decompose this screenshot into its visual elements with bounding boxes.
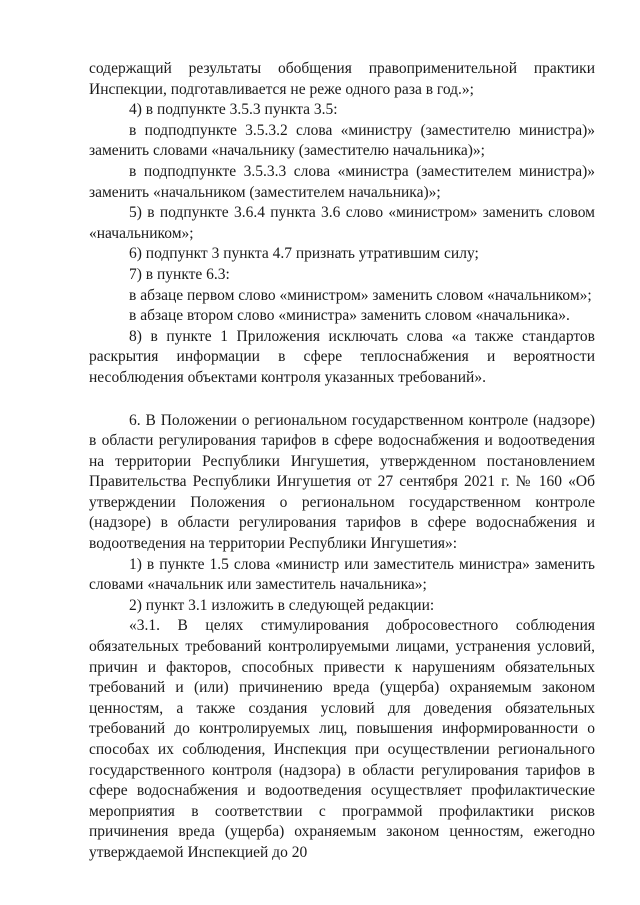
paragraph: 4) в подпункте 3.5.3 пункта 3.5: (129, 101, 338, 119)
paragraph: 2) пункт 3.1 изложить в следующей редакции: (129, 596, 435, 614)
paragraph: в подподпункте 3.5.3.2 слова «министру (заместителю министра)» заменить словами «начальнику (заместителю начальника)»; (89, 121, 595, 160)
paragraph: в абзаце первом слово «министром» заменить словом «начальником»; (129, 286, 592, 304)
paragraph: 7) в пункте 6.3: (129, 265, 230, 283)
paragraph: 6. В Положении о региональном государственном контроле (надзоре) в области регулирования тарифов в сфере водоснабжения и водоотведения на территории Республики Ингушетия, утвержденном постановлением Правительства Республики Ингушетия от 27 сентября 2021 г. № 160 «Об утверждении Положения о региональном государственном контроле (надзоре) в области регулирования тарифов в сфере водоснабжения и водоотведения на территории Республики Ингушетия»: (89, 411, 595, 553)
paragraph: «3.1. В целях стимулирования добросовестного соблюдения обязательных требований контролируемыми лицами, устранения условий, причин и факторов, способных привести к нарушениям обязательных требований и (или) причинению вреда (ущерба) охраняемым законом ценностям, а также создания условий для доведения обязательных требований до контролируемых лиц, повышения информированности о способах их соблюдения, Инспекция при осуществлении регионального государственного контроля (надзора) в области регулирования тарифов в сфере водоснабжения и водоотведения осуществляет профилактические мероприятия в соответствии с программой профилактики рисков причинения вреда (ущерба) охраняемым законом ценностям, ежегодно утверждаемой Инспекцией до 20 (89, 617, 595, 861)
paragraph: содержащий результаты обобщения правоприменительной практики Инспекции, подготавливается не реже одного раза в год.»; (89, 60, 595, 98)
paragraph: 5) в подпункте 3.6.4 пункта 3.6 слово «министром» заменить словом «начальником»; (89, 204, 595, 242)
paragraph: 8) в пункте 1 Приложения исключать слова «а также стандартов раскрытия информации в сфере теплоснабжения и вероятности несоблюдения объектами контроля указанных требований». (89, 327, 595, 386)
document-page (89, 59, 595, 864)
paragraph: 6) подпункт 3 пункта 4.7 признать утратившим силу; (129, 245, 479, 263)
paragraph: в подподпункте 3.5.3.3 слова «министра (заместителем министра)» заменить «начальником (заместителем начальника)»; (89, 162, 595, 201)
section-spacer (89, 389, 595, 411)
paragraph: 1) в пункте 1.5 слова «министр или заместитель министра» заменить словами «начальник или заместитель начальника»; (89, 555, 595, 594)
paragraph: в абзаце втором слово «министра» заменить словом «начальника». (129, 307, 570, 325)
